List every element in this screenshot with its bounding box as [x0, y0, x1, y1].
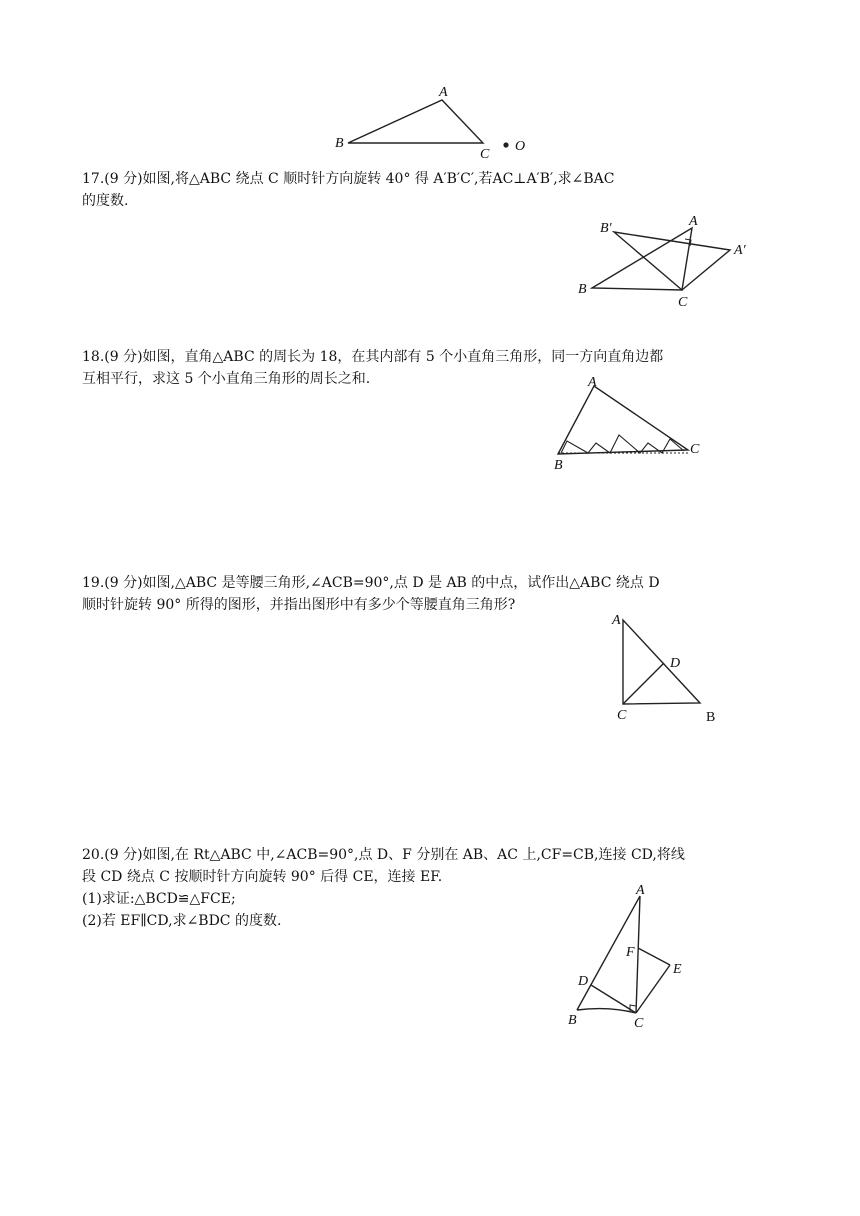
figure-q19	[608, 610, 728, 730]
triangle-abc	[348, 100, 483, 143]
label-b: B	[335, 136, 344, 151]
label-f: F	[626, 945, 635, 960]
segment-cd	[623, 663, 664, 704]
label-d: D	[670, 656, 681, 671]
label-a: A	[689, 214, 698, 229]
figure-q16	[330, 80, 550, 160]
label-c: C	[678, 295, 688, 310]
problem-20-line-2: 段 CD 绕点 C 按顺时针方向旋转 90° 后得 CE，连接 EF.	[82, 869, 443, 885]
triangle-abc	[592, 228, 692, 290]
problem-17	[82, 168, 782, 212]
problem-18-line-2: 互相平行，求这 5 个小直角三角形的周长之和.	[82, 371, 371, 387]
label-c: C	[480, 147, 490, 162]
label-e: E	[673, 962, 682, 977]
figure-q18	[548, 374, 718, 474]
label-b: B	[554, 458, 563, 473]
label-b: B	[568, 1013, 577, 1028]
label-a-prime: A′	[734, 243, 746, 258]
problem-19-line-1: 19.(9 分)如图,△ABC 是等腰三角形,∠ACB=90°,点 D 是 AB 的中点，试作出△ABC 绕点 D	[82, 575, 660, 591]
label-b-prime: B′	[600, 221, 612, 236]
problem-20-part-1: (1)求证:△BCD≌△FCE;	[82, 891, 236, 907]
label-a: A	[612, 613, 621, 628]
label-a: A	[636, 883, 645, 898]
problem-17-line-1: 17.(9 分)如图,将△ABC 绕点 C 顺时针方向旋转 40° 得 A′B′C′,若AC⊥A′B′,求∠BAC	[82, 171, 615, 187]
label-o: O	[515, 139, 526, 154]
segment-bc	[577, 1009, 636, 1013]
figure-q17	[572, 210, 772, 310]
label-c: C	[634, 1016, 644, 1031]
triangle-abc	[558, 386, 688, 454]
label-a: A	[439, 85, 448, 100]
problem-20-part-2: (2)若 EF∥CD,求∠BDC 的度数.	[82, 913, 282, 929]
figure-q20	[560, 880, 700, 1030]
segment-ac	[636, 896, 640, 1013]
triangle-abc-rotated	[614, 232, 730, 290]
label-b: B	[706, 710, 716, 725]
segment-ce	[636, 965, 670, 1013]
label-b: B	[578, 282, 587, 297]
label-a: A	[588, 375, 597, 390]
point-o	[503, 142, 508, 147]
segment-ef	[638, 948, 670, 965]
problem-18-line-1: 18.(9 分)如图，直角△ABC 的周长为 18，在其内部有 5 个小直角三角形，同一方向直角边都	[82, 349, 664, 365]
label-c: C	[617, 708, 627, 723]
problem-19-line-2: 顺时针旋转 90° 所得的图形，并指出图形中有多少个等腰直角三角形?	[82, 597, 516, 613]
label-d: D	[578, 974, 589, 989]
triangle-abc	[623, 620, 700, 704]
problem-17-line-2: 的度数.	[82, 193, 129, 209]
problem-20-line-1: 20.(9 分)如图,在 Rt△ABC 中,∠ACB=90°,点 D、F 分别在 AB、AC 上,CF=CB,连接 CD,将线	[82, 847, 685, 863]
label-c: C	[690, 442, 700, 457]
